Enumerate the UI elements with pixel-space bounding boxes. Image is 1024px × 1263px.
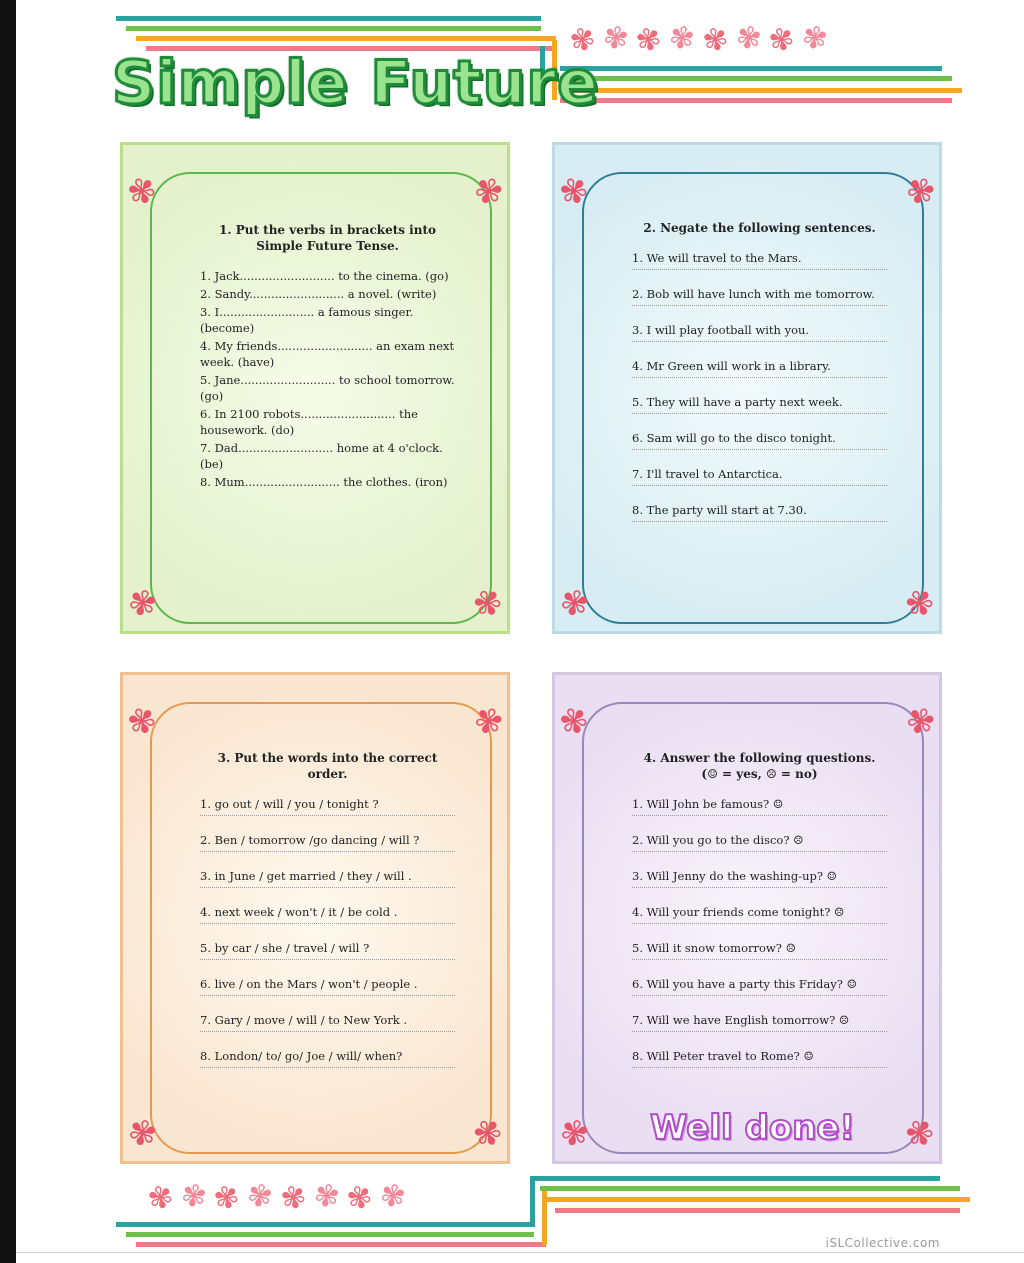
flower-icon: ✾ (899, 698, 940, 746)
flower-icon: ✾ (123, 580, 162, 628)
list-item: 5. Will it snow tomorrow? ☹ (632, 940, 887, 960)
well-done-text: Well done! (650, 1108, 855, 1148)
flower-icon: ✾ (467, 168, 508, 216)
flower-icon: ✾ (276, 1176, 318, 1219)
header-stripe-right-orange (560, 88, 962, 93)
list-item: 6. live / on the Mars / won't / people . (200, 976, 455, 996)
exercise-1-list (200, 268, 455, 490)
flower-icon: ✾ (554, 168, 595, 216)
exercise-2-heading: 2. Negate the following sentences. (643, 221, 876, 235)
flower-icon: ✾ (342, 1176, 384, 1219)
bottom-rule (16, 1252, 1024, 1253)
flower-icon: ✾ (244, 1176, 284, 1219)
flower-icon: ✾ (210, 1176, 252, 1219)
header-stripe-green (126, 26, 541, 31)
exercise-1-content (200, 222, 455, 492)
flower-icon: ✾ (798, 18, 839, 61)
exercise-1-heading-line1: 1. Put the verbs in brackets into (218, 223, 437, 237)
header-stripe-teal (116, 16, 541, 21)
list-item: 7. I'll travel to Antarctica. (632, 466, 887, 486)
list-item: 1. Will John be famous? ☺ (632, 796, 887, 816)
flower-icon: ✾ (144, 1176, 186, 1219)
list-item: 7. Will we have English tomorrow? ☹ (632, 1012, 887, 1032)
list-item: 3. in June / get married / they / will . (200, 868, 455, 888)
list-item: 4. My friends.......................... an exam next week. (have) (200, 339, 455, 369)
watermark: iSLCollective.com (825, 1236, 940, 1250)
footer-flower-row (144, 1176, 417, 1219)
exercise-3-heading: 3. Put the words into the correct order. (217, 751, 438, 781)
flower-icon: ✾ (376, 1176, 417, 1219)
flower-icon: ✾ (122, 698, 163, 746)
header-stripe-orange (136, 36, 556, 41)
header-stripe-right-green (560, 76, 952, 81)
list-item: 8. Mum.......................... the clothes. (iron) (200, 475, 448, 489)
list-item: 5. by car / she / travel / will ? (200, 940, 455, 960)
page-title: Simple Future (112, 48, 599, 118)
flower-icon: ✾ (566, 18, 608, 61)
flower-icon: ✾ (467, 698, 508, 746)
list-item: 1. go out / will / you / tonight ? (200, 796, 455, 816)
header-stripe-right-teal (560, 66, 942, 71)
list-item: 1. We will travel to the Mars. (632, 250, 887, 270)
left-dark-edge (0, 0, 16, 1263)
exercise-4-list (632, 796, 887, 1068)
list-item: 8. London/ to/ go/ Joe / will/ when? (200, 1048, 455, 1068)
list-item: 6. Sam will go to the disco tonight. (632, 430, 887, 450)
flower-icon: ✾ (122, 168, 163, 216)
flower-icon: ✾ (732, 18, 773, 61)
list-item: 6. In 2100 robots.......................... the housework. (do) (200, 407, 418, 437)
flower-icon: ✾ (310, 1176, 351, 1219)
list-item: 2. Will you go to the disco? ☹ (632, 832, 887, 852)
exercise-1-panel (120, 142, 510, 634)
footer-stripe-pink (136, 1242, 546, 1247)
list-item: 7. Gary / move / will / to New York . (200, 1012, 455, 1032)
list-item: 8. The party will start at 7.30. (632, 502, 887, 522)
exercise-3-list (200, 796, 455, 1068)
flower-icon: ✾ (899, 168, 940, 216)
flower-icon: ✾ (466, 579, 510, 629)
flower-icon: ✾ (898, 579, 942, 629)
footer-stripe-teal (116, 1222, 534, 1227)
exercise-3-content (200, 750, 455, 1084)
flower-icon: ✾ (666, 18, 706, 61)
header-stripe-right-pink (560, 98, 952, 103)
exercise-4-heading-line1: 4. Answer the following questions. (643, 751, 876, 765)
exercise-2-panel (552, 142, 942, 634)
exercise-1-heading (200, 222, 455, 254)
exercise-4-heading-line2: (☺ = yes, ☹ = no) (701, 767, 818, 781)
footer-stripe-right-green (540, 1186, 960, 1191)
flower-icon: ✾ (466, 1109, 510, 1159)
flower-icon: ✾ (555, 580, 594, 628)
exercise-4-heading (632, 750, 887, 782)
list-item: 5. Jane.......................... to school tomorrow. (go) (200, 373, 455, 403)
list-item: 2. Ben / tomorrow /go dancing / will ? (200, 832, 455, 852)
footer-stripe-right-teal (530, 1176, 940, 1181)
list-item: 4. Mr Green will work in a library. (632, 358, 887, 378)
list-item: 1. Jack.......................... to the cinema. (go) (200, 269, 449, 283)
flower-icon: ✾ (764, 18, 806, 61)
flower-icon: ✾ (123, 1110, 162, 1158)
exercise-2-list (632, 250, 887, 522)
list-item: 3. I will play football with you. (632, 322, 887, 342)
flower-icon: ✾ (898, 1109, 942, 1159)
list-item: 6. Will you have a party this Friday? ☺ (632, 976, 887, 996)
flower-icon: ✾ (177, 1176, 218, 1219)
list-item: 3. Will Jenny do the washing-up? ☺ (632, 868, 887, 888)
footer-stripe-right-pink (555, 1208, 960, 1213)
list-item: 7. Dad.......................... home at 4 o'clock. (be) (200, 441, 443, 471)
list-item: 4. next week / won't / it / be cold . (200, 904, 455, 924)
list-item: 8. Will Peter travel to Rome? ☺ (632, 1048, 887, 1068)
flower-icon: ✾ (555, 1110, 594, 1158)
footer-stripe-vertical-teal (530, 1180, 535, 1227)
list-item: 5. They will have a party next week. (632, 394, 887, 414)
flower-icon: ✾ (632, 18, 674, 61)
list-item: 2. Sandy.......................... a novel. (write) (200, 287, 437, 301)
exercise-4-content (632, 750, 887, 1084)
footer-stripe-right-orange (545, 1197, 970, 1202)
exercise-2-content (632, 220, 887, 538)
footer-stripe-green (126, 1232, 534, 1237)
exercise-1-heading-line2: Simple Future Tense. (256, 239, 399, 253)
list-item: 2. Bob will have lunch with me tomorrow. (632, 286, 887, 306)
list-item: 3. I.......................... a famous singer. (become) (200, 305, 414, 335)
list-item: 4. Will your friends come tonight? ☹ (632, 904, 887, 924)
flower-icon: ✾ (698, 18, 740, 61)
exercise-3-panel (120, 672, 510, 1164)
header-flower-row (566, 18, 839, 61)
exercise-4-panel (552, 672, 942, 1164)
flower-icon: ✾ (554, 698, 595, 746)
flower-icon: ✾ (599, 18, 640, 61)
